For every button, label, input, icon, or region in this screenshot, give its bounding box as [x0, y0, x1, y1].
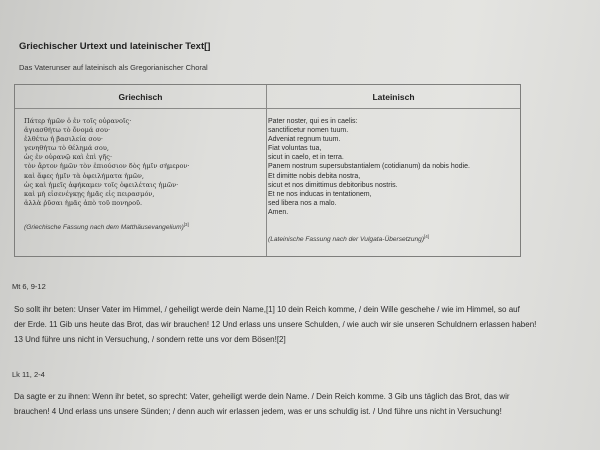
latin-line: Et ne nos inducas in tentationem,	[268, 190, 372, 198]
passage-line: Da sagte er zu ihnen: Wenn ihr betet, so sprecht: Vater, geheiligt werde dein Name. / Dein Reich komme. 3 Gib uns täglich das Brot, das wir	[14, 392, 510, 401]
greek-line: ἐλθέτω ἡ βασιλεία σου·	[24, 135, 103, 144]
matthew-passage	[14, 302, 594, 347]
luke-reference: Lk 11, 2-4	[12, 370, 45, 379]
latin-line: Et dimitte nobis debita nostra,	[268, 172, 361, 180]
passage-line: 13 Und führe uns nicht in Versuchung, / sondern rette uns vor dem Bösen![2]	[14, 335, 286, 344]
greek-line: γενηθήτω τὸ θέλημά σου,	[24, 144, 109, 153]
latin-line: Adveniat regnum tuum.	[268, 136, 341, 144]
latin-line: Pater noster, qui es in caelis:	[268, 118, 358, 125]
latin-line: sanctificetur nomen tuum.	[268, 127, 349, 135]
greek-source-text: (Griechische Fassung nach dem Matthäusevangelium)	[24, 224, 184, 232]
document-title: Griechischer Urtext und lateinischer Text[]	[19, 41, 211, 52]
greek-line: καὶ ἄφες ἡμῖν τὰ ὀφειλήματα ἡμῶν,	[24, 171, 145, 180]
greek-line: τὸν ἄρτον ἡμῶν τὸν ἐπιούσιον δὸς ἡμῖν σήμερον·	[24, 162, 190, 171]
luke-passage	[14, 389, 594, 419]
table-header-divider	[15, 108, 520, 109]
passage-line: brauchen! 4 Und erlass uns unsere Sünden; / denn auch wir erlassen jedem, was er uns schuldig ist. / Und führe uns nicht in Versuchung!	[14, 407, 502, 416]
latin-line: Panem nostrum supersubstantialem (cotidianum) da nobis hodie.	[268, 163, 470, 171]
latin-source-note	[268, 234, 429, 243]
greek-line: καὶ μὴ εἰσενέγκῃς ἡμᾶς εἰς πειρασμόν,	[24, 189, 155, 198]
greek-line: ἁγιασθήτω τὸ ὄνομά σου·	[24, 126, 111, 135]
greek-line: Πάτερ ἡμῶν ὁ ἐν τοῖς οὐρανοῖς·	[24, 117, 132, 125]
greek-line: ὡς ἐν οὐρανῷ καὶ ἐπὶ γῆς·	[24, 153, 113, 162]
prayer-table	[14, 84, 521, 257]
matthew-reference: Mt 6, 9-12	[12, 282, 46, 291]
greek-source-note	[24, 222, 189, 231]
latin-line: sed libera nos a malo.	[268, 199, 337, 207]
latin-column-header: Lateinisch	[372, 92, 415, 102]
passage-line: der Erde. 11 Gib uns heute das Brot, das wir brauchen! 12 Und erlass uns unsere Schulden, / wie auch wir sie unseren Schuldnern erlassen haben!	[14, 320, 537, 329]
document-subtitle: Das Vaterunser auf lateinisch als Gregorianischer Choral	[19, 63, 208, 72]
greek-footnote-link[interactable]: [3]	[183, 222, 189, 227]
latin-line: sicut in caelo, et in terra.	[268, 154, 344, 162]
greek-line: ἀλλὰ ῥῦσαι ἡμᾶς ἀπὸ τοῦ πονηροῦ.	[24, 198, 143, 207]
greek-text	[24, 117, 262, 208]
passage-line: So sollt ihr beten: Unser Vater im Himmel, / geheiligt werde dein Name,[1] 10 dein Reich komme, / dein Wille geschehe / wie im Himmel, so auf	[14, 305, 520, 314]
latin-text	[268, 117, 516, 217]
greek-column-header: Griechisch	[118, 92, 163, 102]
latin-footnote-link[interactable]: [4]	[424, 234, 430, 239]
table-column-divider	[266, 85, 267, 256]
greek-line: ὡς καὶ ἡμεῖς ἀφήκαμεν τοῖς ὀφειλέταις ἡμῶν·	[24, 180, 179, 189]
latin-line: sicut et nos dimittimus debitoribus nostris.	[268, 181, 398, 189]
latin-line: Amen.	[268, 208, 289, 216]
latin-source-text: (Lateinische Fassung nach der Vulgata-Übersetzung)	[268, 236, 425, 244]
latin-line: Fiat voluntas tua,	[268, 145, 322, 153]
